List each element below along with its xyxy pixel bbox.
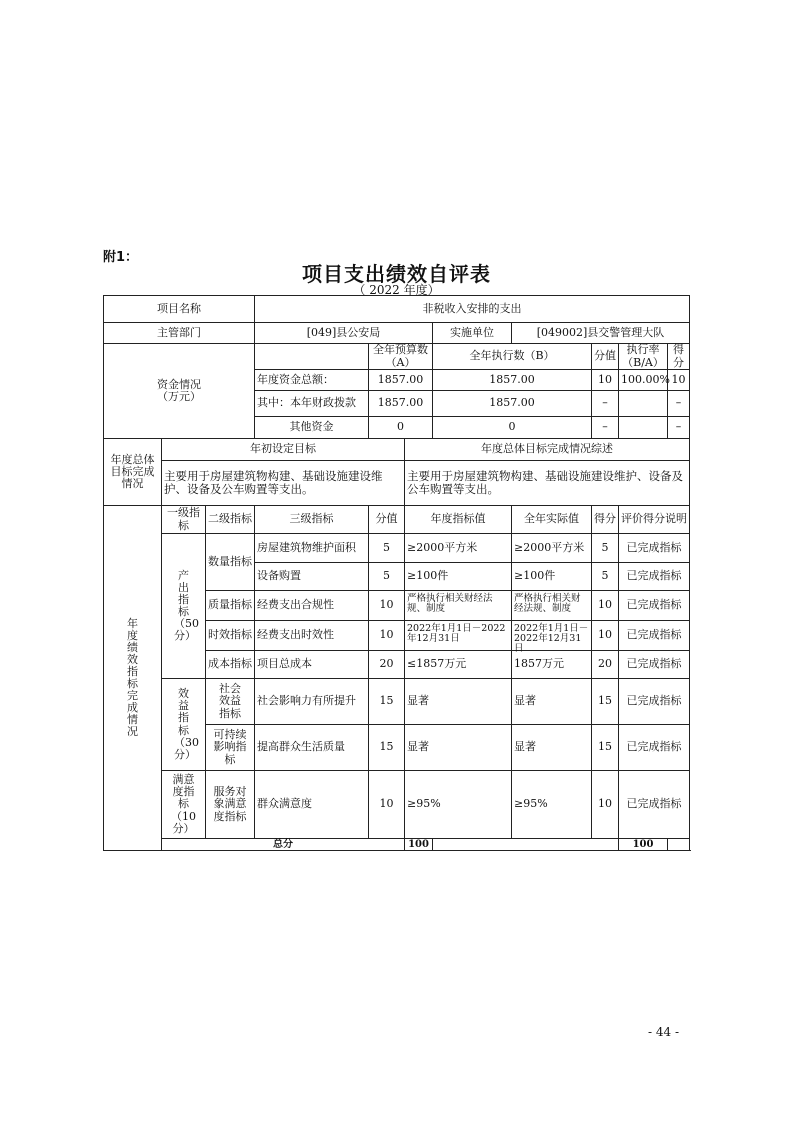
goal-initial-text: 主要用于房屋建筑物构建、基础设施建设维护、设备及公车购置等支出。 bbox=[162, 461, 405, 506]
perf-label: 年度绩效指标完成情况 bbox=[104, 506, 162, 851]
indicator-eval: 已完成指标 bbox=[619, 725, 690, 771]
funds-row-got: – bbox=[668, 391, 690, 417]
funds-row-rate: 100.00% bbox=[619, 370, 668, 391]
indicator-actual: 显著 bbox=[512, 725, 592, 771]
year-label: （ 2022 年度） bbox=[353, 283, 440, 297]
funds-row-name: 年度资金总额： bbox=[255, 370, 369, 391]
indicator-target: ≥100件 bbox=[405, 563, 512, 591]
indicator-eval: 已完成指标 bbox=[619, 534, 690, 563]
attachment-label: 附1： bbox=[103, 250, 139, 265]
project-name-label: 项目名称 bbox=[104, 296, 255, 323]
goal-label: 年度总体目标完成情况 bbox=[104, 439, 162, 506]
indicator-actual: 显著 bbox=[512, 679, 592, 725]
l3-indicator: 社会影响力有所提升 bbox=[255, 679, 369, 725]
indicator-actual: 2022年1月1日－2022年12月31日 bbox=[514, 622, 589, 655]
project-name: 非税收入安排的支出 bbox=[255, 296, 690, 323]
dept: [049]县公安局 bbox=[255, 323, 433, 344]
l3-indicator: 群众满意度 bbox=[255, 771, 369, 839]
indicator-got: 10 bbox=[592, 621, 619, 651]
indicator-eval: 已完成指标 bbox=[619, 771, 690, 839]
total-eval-blank bbox=[668, 839, 690, 851]
funds-row-score: – bbox=[592, 391, 619, 417]
funds-row-budget: 1857.00 bbox=[369, 370, 433, 391]
funds-row-budget: 0 bbox=[369, 417, 433, 439]
perf-header-target: 年度指标值 bbox=[405, 506, 512, 534]
indicator-score: 10 bbox=[369, 591, 405, 621]
indicator-got: 10 bbox=[592, 771, 619, 839]
indicator-score: 15 bbox=[369, 725, 405, 771]
dept-label: 主管部门 bbox=[104, 323, 255, 344]
l2-sustain: 可持续影响指标 bbox=[206, 725, 255, 771]
l2-cost: 成本指标 bbox=[206, 651, 255, 679]
perf-header-score: 分值 bbox=[369, 506, 405, 534]
funds-row-budget: 1857.00 bbox=[369, 391, 433, 417]
funds-row-rate bbox=[619, 391, 668, 417]
indicator-score: 5 bbox=[369, 534, 405, 563]
perf-header-actual: 全年实际值 bbox=[512, 506, 592, 534]
l3-indicator: 经费支出时效性 bbox=[255, 621, 369, 651]
l3-indicator: 房屋建筑物维护面积 bbox=[255, 534, 369, 563]
indicator-actual: ≥95% bbox=[512, 771, 592, 839]
total-got: 100 bbox=[619, 839, 668, 851]
total-blank bbox=[433, 839, 619, 851]
indicator-score: 10 bbox=[369, 771, 405, 839]
perf-header-l1: 一级指标 bbox=[162, 506, 206, 534]
indicator-target: 显著 bbox=[405, 679, 512, 725]
funds-row-exec: 1857.00 bbox=[433, 391, 592, 417]
funds-header-exec: 全年执行数（B） bbox=[433, 344, 592, 370]
funds-header-blank bbox=[255, 344, 369, 370]
indicator-eval: 已完成指标 bbox=[619, 679, 690, 725]
indicator-score: 5 bbox=[369, 563, 405, 591]
unit-label: 实施单位 bbox=[433, 323, 512, 344]
l2-quality: 质量指标 bbox=[206, 591, 255, 621]
funds-row-score: 10 bbox=[592, 370, 619, 391]
funds-row-score: – bbox=[592, 417, 619, 439]
indicator-eval: 已完成指标 bbox=[619, 651, 690, 679]
indicator-eval: 已完成指标 bbox=[619, 621, 690, 651]
indicator-score: 20 bbox=[369, 651, 405, 679]
indicator-got: 15 bbox=[592, 725, 619, 771]
indicator-target: ≥95% bbox=[405, 771, 512, 839]
goal-initial-header: 年初设定目标 bbox=[162, 439, 405, 461]
indicator-target: ≥2000平方米 bbox=[405, 534, 512, 563]
indicator-actual: 1857万元 bbox=[512, 651, 592, 679]
perf-header-eval: 评价得分说明 bbox=[619, 506, 690, 534]
indicator-eval: 已完成指标 bbox=[619, 591, 690, 621]
l3-indicator: 经费支出合规性 bbox=[255, 591, 369, 621]
l1-output: 产出指标（50分） bbox=[162, 534, 206, 679]
total-score: 100 bbox=[405, 839, 433, 851]
perf-header-got: 得分 bbox=[592, 506, 619, 534]
l1-effect: 效益指标（30分） bbox=[162, 679, 206, 771]
indicator-target: 2022年1月1日－2022年12月31日 bbox=[407, 622, 506, 644]
indicator-score: 10 bbox=[369, 621, 405, 651]
indicator-got: 15 bbox=[592, 679, 619, 725]
l3-indicator: 设备购置 bbox=[255, 563, 369, 591]
indicator-actual: 严格执行相关财经法规、制度 bbox=[514, 592, 581, 614]
l2-social: 社会效益指标 bbox=[206, 679, 255, 725]
funds-row-got: – bbox=[668, 417, 690, 439]
goal-summary-text: 主要用于房屋建筑物构建、基础设施建设维护、设备及公车购置等支出。 bbox=[405, 461, 690, 506]
indicator-got: 10 bbox=[592, 591, 619, 621]
perf-header-l3: 三级指标 bbox=[255, 506, 369, 534]
funds-header-budget: 全年预算数（A） bbox=[369, 344, 433, 370]
total-label: 总分 bbox=[162, 839, 405, 851]
l1-satisfaction: 满意度指标（10分） bbox=[162, 771, 206, 839]
perf-header-l2: 二级指标 bbox=[206, 506, 255, 534]
page-number: - 44 - bbox=[648, 1025, 680, 1039]
page-title: 项目支出绩效自评表 bbox=[302, 262, 491, 286]
funds-row-exec: 0 bbox=[433, 417, 592, 439]
performance-table bbox=[103, 295, 690, 851]
indicator-target: ≤1857万元 bbox=[405, 651, 512, 679]
funds-label: 资金情况 （万元） bbox=[104, 344, 255, 439]
indicator-target: 显著 bbox=[405, 725, 512, 771]
unit: [049002]县交警管理大队 bbox=[512, 323, 690, 344]
indicator-got: 5 bbox=[592, 563, 619, 591]
indicator-actual: ≥100件 bbox=[512, 563, 592, 591]
goal-summary-header: 年度总体目标完成情况综述 bbox=[405, 439, 690, 461]
funds-row-rate bbox=[619, 417, 668, 439]
l2-quantity: 数量指标 bbox=[206, 534, 255, 591]
funds-row-exec: 1857.00 bbox=[433, 370, 592, 391]
indicator-eval: 已完成指标 bbox=[619, 563, 690, 591]
l2-time: 时效指标 bbox=[206, 621, 255, 651]
indicator-got: 20 bbox=[592, 651, 619, 679]
indicator-got: 5 bbox=[592, 534, 619, 563]
l3-indicator: 提高群众生活质量 bbox=[255, 725, 369, 771]
funds-row-got: 10 bbox=[668, 370, 690, 391]
funds-header-score: 分值 bbox=[592, 344, 619, 370]
funds-row-name: 其他资金 bbox=[255, 417, 369, 439]
indicator-score: 15 bbox=[369, 679, 405, 725]
funds-header-rate: 执行率（B/A） bbox=[619, 344, 668, 370]
l3-indicator: 项目总成本 bbox=[255, 651, 369, 679]
indicator-actual: ≥2000平方米 bbox=[512, 534, 592, 563]
funds-row-name: 其中：本年财政拨款 bbox=[255, 391, 369, 417]
l2-service: 服务对象满意度指标 bbox=[206, 771, 255, 839]
funds-header-got: 得分 bbox=[668, 344, 690, 370]
indicator-target: 严格执行相关财经法规、制度 bbox=[407, 592, 493, 614]
